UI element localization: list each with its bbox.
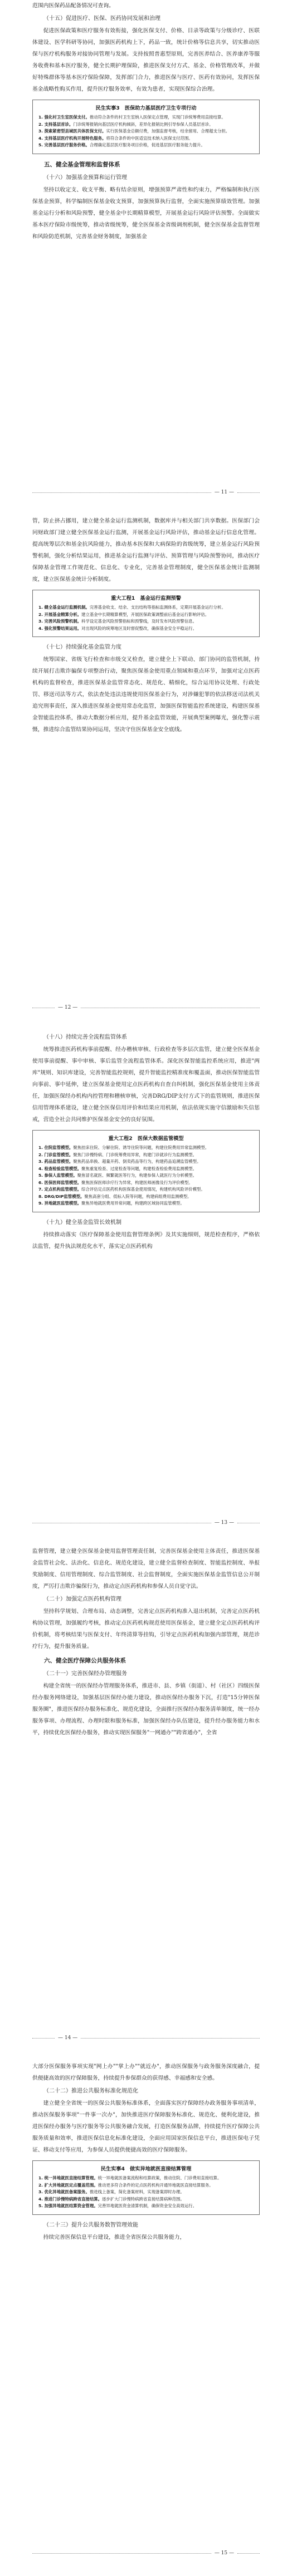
info-box xyxy=(32,590,260,637)
subsection-heading: （十五）促进医疗、医保、医药协同发展和治理 xyxy=(43,16,160,22)
box-item-text: 实行医保基金总额付费，加强监督考核，结余留用、合理超支分担。 xyxy=(106,129,230,134)
subsection-heading: （十九）健全基金监管长效机制 xyxy=(43,1219,121,1226)
box-list-item xyxy=(38,1158,254,1166)
body-paragraph: 坚持科学规划、合理布局、动态调整，完善定点医药机构准入退出机制，完善定点医药机构协议管理，加强履约考核，推动定点医药机构规范使用医保基金，建立健全定点医药机构评价机制，将考核结果与医保支付、年终清算等挂钩，引导定点医药机构加强内部管理，规范诊疗行为，提升服务质量。 xyxy=(32,1608,260,1650)
box-list-item xyxy=(38,1172,254,1180)
box-list-item xyxy=(38,1152,254,1159)
box-item-text: 聚焦异地就医费用异常问题，构建跨区域协同监管模型。 xyxy=(81,1201,184,1206)
page-number-footer xyxy=(32,2550,260,2556)
box-list-item xyxy=(38,1166,254,1173)
box-item-label: 4. 强化预警结果运用。 xyxy=(38,625,82,631)
box-list-item xyxy=(38,618,254,625)
box-list-item xyxy=(38,142,254,149)
box-item-label: 4. 推进门诊慢特病跨省直接结算。 xyxy=(38,2196,102,2202)
box-list-item xyxy=(38,135,254,142)
document-page xyxy=(0,0,292,515)
box-item-label: 8. DRG/DIP监管模型。 xyxy=(38,1193,85,1199)
box-item-text: 完善基金收支、结余、支出结构等指标监测体系，定期开展基金运行分析。 xyxy=(89,605,226,610)
box-item-label: 6. 医保医师监管模型。 xyxy=(38,1180,82,1185)
box-item-text: 推进线上备案，简化备案材料，实现备案即时办理。 xyxy=(89,2189,184,2194)
document-page xyxy=(0,1546,292,2061)
box-item-text: 聚焦药品串换、超量开药、倒卖药品等行为，构建药品追溯监管模型。 xyxy=(73,1159,201,1164)
box-item-label: 1. 健全基金运行监测机制。 xyxy=(38,605,90,610)
box-item-text: 对出现风险的统筹地区及时督促整改，确保基金安全平稳运行。 xyxy=(81,625,197,631)
box-item-text: 将符合条件的中医适宜技术纳入医保支付范围。 xyxy=(106,135,193,141)
box-item-label: 3. 探索紧密型县域医共体医保支付。 xyxy=(38,129,106,134)
box-item-label: 2. 支持基层首诊。 xyxy=(38,121,74,127)
subsection-heading: （十八）持续完善全流程监管体系 xyxy=(43,1034,127,1040)
page-content xyxy=(32,515,260,736)
box-item-label: 1. 住院监管模型。 xyxy=(38,1145,74,1150)
box-list-item xyxy=(38,1144,254,1152)
box-list-item xyxy=(38,1193,254,1201)
body-paragraph: 坚持以收定支、收支平衡、略有结余原则，增强预算严肃性和约束力，严格编制和执行医保基金预算，科学编制医保基金收支预算，加强预算执行监督，全面实施预算绩效管理。加强基金运行分析和风险预警，健全基金中长期精算模型，开展基金运行风险评估预警。全面做实基本医疗保险市级统筹，推动省级统筹，健全医保基金省级调剂机制，健全医保基金监督管理和风险防范机制，完善基金财务制度，加强基金 xyxy=(32,186,260,240)
subsection-heading: （二十三）提升公共服务数智管理效能 xyxy=(43,2222,138,2228)
box-item-text: 合理确定基层医疗服务项目价格，促进基层医疗服务能力提升。 xyxy=(89,142,205,147)
box-item-text: 聚焦冒名就医、频繁就医等行为，构建参保人就医行为分析模型。 xyxy=(77,1173,197,1178)
box-title: 民生实事3 医保助力基层医疗卫生专项行动 xyxy=(95,105,197,111)
box-title: 重大工程1 基金运行监测预警 xyxy=(111,595,181,601)
box-list-item xyxy=(38,611,254,619)
box-item-text: 逐步扩大门诊慢特病跨省直接结算病种范围。 xyxy=(102,2196,184,2202)
section-heading: 六、健全医疗保障公共服务体系 xyxy=(44,1657,126,1664)
page-number: — 13 — xyxy=(214,1520,234,1526)
subsection-heading: （二十二）推进公共服务标准化规范化 xyxy=(43,2088,138,2094)
body-paragraph: 持续推动落实《医疗保障基金使用监督管理条例》及其实施细则，规范检查程序，严格依法监管，提升执法规范化水平，落实定点医药机构 xyxy=(32,1231,260,1250)
box-item-text: 建立基金中长期精算模型，开展医保政策调整前后基金运行影响评估。 xyxy=(81,611,210,617)
box-item-label: 3. 优化异地就医备案服务。 xyxy=(38,2189,90,2194)
subsection-heading: （二十一）完善医保经办管理服务 xyxy=(43,1671,127,1677)
box-item-text: 推动符合条件的村卫生室纳入医保定点管理，实现门诊统筹费用直接结算。 xyxy=(89,115,226,120)
box-item-text: 综合评估定点医药机构医保基金使用情况，构建机构风险评价模型。 xyxy=(81,1187,205,1192)
box-item-label: 5. 完善基层医疗服务价格。 xyxy=(38,142,90,147)
box-item-label: 1. 统一异地就医直接结算管理。 xyxy=(38,2175,98,2180)
body-paragraph: 持续完善医保信息平台建设，推进全省医保公共服务能力， xyxy=(43,2234,186,2241)
box-item-text: 聚焦高套分组、低标入院等问题，构建病组费用监测模型。 xyxy=(84,1193,192,1199)
page-number: — 11 — xyxy=(214,490,234,495)
body-paragraph: 统筹国家、省级飞行检查和市级交叉检查，建立健全上下联动、部门协同的监管机制，持续开展打击欺诈骗保专项整治行动，聚焦医保基金使用重点领域和重点环节，加强对定点医药机构的监督检查，推进医保基金监管常态化、规范化、精细化，综合运用协议处理、行政处罚、移送司法等方式，依法查处违法违规使用医保基金行为，对涉嫌犯罪的依法移送司法机关追究刑事责任，深入推进医保基金使用常态化监管，加强医保智能监控系统建设，构建医保基金智能监控体系，推动大数据分析应用，提升基金监管效能，开展典型案例曝光，强化警示震慑，推进综合监管结果协同运用，坚决守住医保基金安全底线。 xyxy=(32,657,260,733)
body-paragraph: 促进医保政策和医疗服务有效衔接，强化医保支付、价格、目录等政策与分级诊疗、医联体建设、医学科研等协同，加强医药机构上下，药品一致，统计价格等信息共享，切实推动医保与医疗机构服务对接协同管理与发展。支持按照普惠型原则，完善医养结合、医养康养等服务收费和基本医疗服务，健全长期护理保险，推进医保支付方式、基金、价格管理改革，并做好特殊群体等基本医疗保险保障，发挥部门合力，推进医保与医疗、医药有效协同，发挥医保基金战略性购买作用，提升医疗服务效率，有效为患者，实现医保综合治理。 xyxy=(32,28,260,92)
box-item-text: 统一异地就医备案流程和结算政策，推动住院、门诊费用直接结算。 xyxy=(98,2175,222,2180)
box-list-item xyxy=(38,2182,254,2189)
box-item-label: 1. 强化村卫生室医保支付。 xyxy=(38,115,90,120)
box-list-item xyxy=(38,1200,254,1207)
box-list-item xyxy=(38,2189,254,2196)
box-item-label: 7. 定点机构监管模型。 xyxy=(38,1187,82,1192)
body-paragraph: 范围内医保药品配备情况可查询。 xyxy=(32,3,114,9)
page-number: — 12 — xyxy=(58,1005,78,1010)
page-number: — 15 — xyxy=(214,2550,234,2556)
box-item-label: 2. 门诊监管模型。 xyxy=(38,1152,74,1157)
box-item-text: 门诊统筹报销向基层医疗机构倾斜，差异化报销比例引导参保人员基层首诊。 xyxy=(73,121,213,127)
page-content xyxy=(32,1546,260,1739)
box-item-label: 5. 加强异地就医结算资金管理。 xyxy=(38,2203,98,2208)
box-list-item xyxy=(38,114,254,121)
document-page xyxy=(0,1030,292,1546)
box-list-item xyxy=(38,1180,254,1187)
body-paragraph: 构建全省统一的医保经办管理服务体系，推进市、县、乡镇（街道）、村（社区）四级医保经办服务网络建设，加强基层医保经办能力建设，推动医保经办服务下沉，打造"15分钟医保服务圈"，推进医保经办服务标准化、规范化建设，全面推行医保经办服务清单制度，统一经办服务事项、办理流程、办理时限和服务标准，加强医保经办队伍建设，提升经办服务能力和水平，持续优化医保经办服务，推动实现医保服务"一网通办""跨省通办"，全省 xyxy=(32,1683,260,1736)
info-box xyxy=(32,100,260,154)
subsection-heading: （二十）加强定点医药机构管理 xyxy=(43,1596,121,1602)
box-item-label: 2. 开展基金精算分析。 xyxy=(38,611,82,617)
page-number-footer xyxy=(32,1520,260,1526)
box-item-label: 4. 支持基层医疗机构开展特色服务。 xyxy=(38,135,106,141)
document-page xyxy=(0,2061,292,2576)
page-content xyxy=(32,2061,260,2243)
box-list-item xyxy=(38,2175,254,2182)
page-number-footer xyxy=(32,490,260,495)
document-page xyxy=(0,515,292,1030)
page-number-footer xyxy=(32,2035,260,2041)
box-item-text: 科学设定基金风险预警指标和预警线，及时发布风险预警信息。 xyxy=(81,619,197,624)
page-content xyxy=(32,1030,260,1252)
box-item-label: 3. 药品监管模型。 xyxy=(38,1159,74,1164)
subsection-heading: （十七）持续强化基金监管力度 xyxy=(43,644,121,650)
box-list-item xyxy=(38,1186,254,1193)
box-list-item xyxy=(38,128,254,135)
box-item-text: 聚焦重复检查、过度检查等问题，构建检查检验费用监测模型。 xyxy=(81,1166,197,1171)
box-item-text: 完善异地就医资金清算机制，确保资金安全高效运行。 xyxy=(98,2203,197,2208)
box-list-item xyxy=(38,604,254,611)
body-paragraph: 建立健全全省统一的医保公共服务标准体系，全面落实医疗保障经办政务服务事项清单，推动医保服务事项"一件事一次办"，加快推进医疗保障服务标准化、规范化、便利化建设，推进医保经办服务与医疗服务等公共服务融合发展，打造医保服务品牌，持续提升医疗保障公共服务质量和效率，推进医保信息化标准化建设，全面应用国家医保信息平台，推进医保电子凭证、移动支付等应用，为参保人员提供便捷高效的医疗保障服务。 xyxy=(32,2100,260,2153)
body-paragraph: 统筹推进医药机构事前提醒、经办稽核审核、行政检查等多层次监管，建立健全医保基金使用事前提醒、事中审核、事后监管全流程监管体系。深化医保智能监控系统应用，推进"两库"规则、知识库建设，完善智能监控规则，提升智能监控精准度和覆盖面，推动医保智能监管向事前、事中延伸，建立医保基金使用定点医药机构自查自纠机制，强化医保基金使用主体责任，加强医保经办机构内控管理和稽核审核，完善DRG/DIP支付方式下的监管规则，推进医保信用管理体系建设，建立健全医保信用评价和结果应用机制，依法依规实施守信激励和失信惩戒，营造全社会共同维护医保基金安全的良好氛围。 xyxy=(32,1047,260,1123)
box-list-item xyxy=(38,625,254,633)
box-item-text: 聚焦医保医师诊疗行为异常，构建医师画像及行为评价模型。 xyxy=(81,1180,193,1185)
page-number-footer xyxy=(32,1005,260,1010)
body-paragraph: 监督管理，建立健全医保基金使用监督管理责任制，完善医保基金使用主体责任，推进医保基金监管社会化、法治化、信息化、规范化建设，建立健全监督检查制度、智能监控制度、举报奖励制度、信用管理制度、综合监管制度、社会监督制度，全面实施医保基金监管信息公开制度，严厉打击欺诈骗保行为，推动定点医药机构和参保人员自觉守法。 xyxy=(32,1548,260,1590)
box-title: 民生实事4 做实异地就医直接结算管理 xyxy=(100,2166,192,2172)
box-item-label: 3. 完善风险预警机制。 xyxy=(38,619,82,624)
box-item-label: 9. 异地就医监管模型。 xyxy=(38,1201,82,1206)
box-item-text: 推动更多符合条件的定点医药机构开通异地就医直接结算服务。 xyxy=(98,2182,213,2188)
box-item-label: 5. 参保人监管模型。 xyxy=(38,1173,77,1178)
box-item-text: 聚焦门诊慢特病、门诊统筹费用异常，构建门诊就诊行为监测模型。 xyxy=(73,1152,197,1157)
section-heading: 五、健全基金管理和监督体系 xyxy=(44,161,120,168)
box-item-text: 聚焦挂床住院、分解住院、诱导住院等问题，构建住院费用异常监测模型。 xyxy=(73,1145,210,1150)
page-number: — 14 — xyxy=(58,2035,78,2041)
box-list-item xyxy=(38,2196,254,2203)
subsection-heading: （十六）加强基金预算和运行管理 xyxy=(43,174,127,181)
box-title: 重大工程2 医保大数据监管模型 xyxy=(108,1136,184,1142)
box-list-item xyxy=(38,121,254,129)
info-box xyxy=(32,2160,260,2215)
box-item-label: 2. 扩大异地就医定点覆盖范围。 xyxy=(38,2182,98,2188)
box-list-item xyxy=(38,2203,254,2210)
body-paragraph: 管，防止挤占挪用，建立健全基金运行监测机制，数据库并与相关部门共享数据。医保部门会同财政部门建立健全医保基金运行监测，开展基金运行风险评估，推动基金运行信息化管理。提高统筹层次和基金抗风险能力，推动基本医保和大病保险的省级统筹，建立基金运行风险预警机制，强化分析结果运用，推进基金运行监测与评估、预算管理与风险预警协同，推动医疗保障基金管理工作规范化、信息化、专业化，完善基金管理制度，健全医保基金统计监测制度，建立医保基金统计分析制度。 xyxy=(32,518,260,583)
box-item-label: 4. 检查检验监管模型。 xyxy=(38,1166,82,1171)
info-box xyxy=(32,1130,260,1212)
page-content xyxy=(32,0,260,243)
body-paragraph: 大部分医保服务事项实现"网上办""掌上办""就近办"，推动医保服务与政务服务深度融合，提供便捷高效的医疗保障服务，持续提升参保群众的获得感、幸福感和安全感。 xyxy=(32,2064,260,2081)
